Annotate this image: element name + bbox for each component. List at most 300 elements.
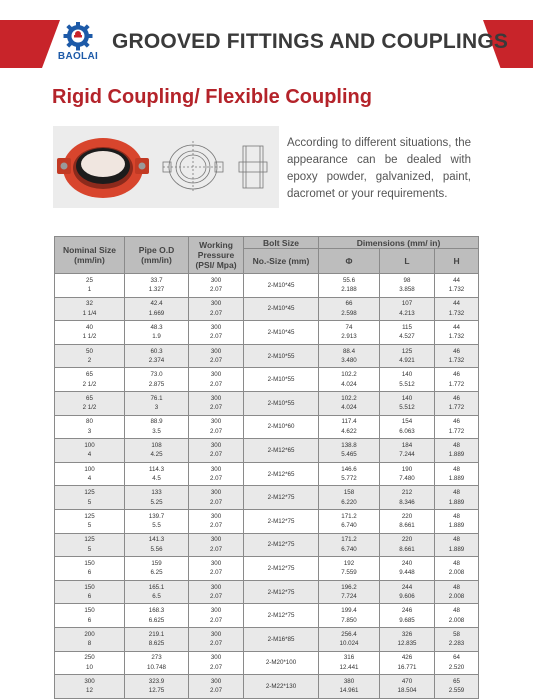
cell-h-value: 1.732 [448, 286, 465, 294]
header-nominal-size: Nominal Size (mm/in) [55, 237, 125, 274]
cell-l-value: 8.661 [399, 545, 415, 553]
cell-pipe-od [125, 580, 189, 604]
cell-phi-value: 6.740 [341, 545, 357, 553]
cell-pipe-od [125, 297, 189, 321]
cell-l-value: 5.512 [399, 380, 415, 388]
cell-l [380, 391, 435, 415]
cell-working-pressure-value: 300 [210, 559, 222, 567]
cell-pipe-od-value: 6.625 [148, 616, 165, 624]
cell-bolt-size: 2-M12*75 [244, 533, 319, 557]
cell-nominal-size [55, 321, 125, 345]
cell-h [435, 627, 479, 651]
spec-table [54, 236, 479, 699]
cell-phi-value: 4.622 [341, 427, 357, 435]
cell-l-value: 5.512 [399, 404, 415, 412]
cell-working-pressure-value: 2.07 [209, 380, 223, 388]
cell-nominal-size-value: 1 1/2 [82, 333, 97, 341]
cell-phi-value: 256.4 [341, 630, 357, 638]
cell-nominal-size-value: 50 [86, 347, 93, 355]
cell-h-value: 2.559 [448, 687, 465, 695]
cell-bolt-size: 2-M10*45 [244, 297, 319, 321]
cell-l-value: 4.213 [399, 309, 415, 317]
cell-h-value: 44 [453, 276, 460, 284]
cell-working-pressure [189, 604, 244, 628]
cell-h-value: 46 [453, 394, 460, 402]
cell-phi [319, 297, 380, 321]
cell-phi-value: 2.913 [341, 333, 357, 341]
cell-l-value: 7.480 [399, 475, 415, 483]
cell-working-pressure [189, 627, 244, 651]
cell-bolt-size: 2-M10*55 [244, 344, 319, 368]
cell-l [380, 675, 435, 699]
cell-h [435, 557, 479, 581]
cell-phi-value: 380 [343, 677, 355, 685]
cell-l [380, 462, 435, 486]
cell-phi-value: 196.2 [341, 583, 357, 591]
cell-working-pressure-value: 300 [210, 607, 222, 615]
cell-phi [319, 509, 380, 533]
cell-h-value: 1.772 [448, 404, 465, 412]
cell-working-pressure [189, 651, 244, 675]
header-bolt-size: Bolt Size [244, 237, 319, 249]
cell-working-pressure [189, 344, 244, 368]
cell-l-value: 16.771 [397, 663, 417, 671]
table-row [55, 274, 479, 298]
cell-l-value: 240 [401, 559, 413, 567]
cell-h-value: 2.520 [448, 663, 465, 671]
cell-nominal-size-value: 32 [86, 300, 93, 308]
cell-nominal-size [55, 391, 125, 415]
cell-h-value: 48 [453, 441, 460, 449]
cell-working-pressure-value: 2.07 [209, 309, 223, 317]
cell-bolt-size: 2-M16*85 [244, 627, 319, 651]
cell-bolt-size: 2-M12*65 [244, 462, 319, 486]
cell-h [435, 604, 479, 628]
cell-l [380, 321, 435, 345]
cell-l-value: 9.685 [399, 616, 415, 624]
cell-pipe-od-value: 1.9 [152, 333, 161, 341]
cell-nominal-size-value: 150 [84, 559, 95, 567]
cell-pipe-od-value: 168.3 [148, 607, 165, 615]
cell-phi-value: 2.188 [341, 286, 357, 294]
cell-working-pressure [189, 486, 244, 510]
cell-h [435, 391, 479, 415]
cell-h-value: 65 [453, 677, 460, 685]
cell-l-value: 107 [401, 300, 413, 308]
cell-nominal-size-value: 6 [87, 616, 92, 624]
cell-nominal-size-value: 5 [87, 522, 92, 530]
cell-phi [319, 486, 380, 510]
cell-working-pressure-value: 2.07 [209, 357, 223, 365]
cell-phi-value: 74 [345, 323, 353, 331]
cell-phi-value: 316 [343, 654, 355, 662]
cell-phi [319, 533, 380, 557]
cell-phi-value: 7.559 [341, 569, 357, 577]
cell-h [435, 439, 479, 463]
cell-pipe-od-value: 2.374 [148, 357, 165, 365]
cell-nominal-size-value: 65 [86, 394, 93, 402]
cell-nominal-size-value: 200 [84, 630, 95, 638]
cell-phi [319, 580, 380, 604]
coupling-drawing-icon [163, 141, 223, 193]
header-h: H [435, 249, 479, 274]
cell-nominal-size-value: 12 [86, 687, 93, 695]
table-row [55, 651, 479, 675]
cell-bolt-size: 2-M12*75 [244, 509, 319, 533]
cell-l-value: 190 [401, 465, 413, 473]
cell-bolt-size: 2-M10*60 [244, 415, 319, 439]
spec-table-body [55, 274, 479, 699]
cell-working-pressure-value: 300 [210, 536, 222, 544]
cell-h-value: 46 [453, 418, 460, 426]
cell-phi-value: 102.2 [341, 371, 357, 379]
cell-l [380, 368, 435, 392]
cell-working-pressure-value: 300 [210, 394, 222, 402]
cell-working-pressure [189, 391, 244, 415]
cell-phi-value: 138.8 [341, 441, 357, 449]
cell-pipe-od-value: 8.625 [148, 640, 165, 648]
cell-pipe-od [125, 274, 189, 298]
cell-l [380, 274, 435, 298]
cell-phi-value: 12.441 [339, 663, 359, 671]
table-row [55, 462, 479, 486]
cell-bolt-size: 2-M20*100 [244, 651, 319, 675]
cell-working-pressure-value: 300 [210, 583, 222, 591]
cell-working-pressure-value: 300 [210, 489, 222, 497]
cell-nominal-size-value: 40 [86, 323, 93, 331]
cell-working-pressure [189, 533, 244, 557]
cell-working-pressure-value: 300 [210, 630, 222, 638]
cell-h-value: 48 [453, 489, 460, 497]
cell-l-value: 212 [401, 489, 413, 497]
cell-nominal-size [55, 533, 125, 557]
cell-h [435, 368, 479, 392]
cell-l [380, 627, 435, 651]
cell-working-pressure-value: 2.07 [209, 333, 223, 341]
table-row [55, 533, 479, 557]
cell-nominal-size [55, 651, 125, 675]
cell-working-pressure-value: 300 [210, 512, 222, 520]
cell-working-pressure [189, 297, 244, 321]
cell-phi-value: 171.2 [341, 536, 357, 544]
cell-h-value: 1.889 [448, 451, 465, 459]
cell-bolt-size: 2-M12*65 [244, 439, 319, 463]
cell-nominal-size-value: 2 1/2 [82, 404, 97, 412]
cell-phi-value: 102.2 [341, 394, 357, 402]
cell-pipe-od [125, 509, 189, 533]
cell-nominal-size [55, 604, 125, 628]
cell-h-value: 44 [453, 323, 460, 331]
cell-h [435, 486, 479, 510]
cell-pipe-od-value: 159 [151, 559, 162, 567]
cell-h-value: 1.772 [448, 427, 465, 435]
cell-bolt-size: 2-M12*75 [244, 486, 319, 510]
cell-phi-value: 10.024 [339, 640, 359, 648]
cell-phi-value: 55.6 [342, 276, 356, 284]
cell-phi [319, 344, 380, 368]
cell-nominal-size [55, 627, 125, 651]
cell-nominal-size-value: 2 1/2 [82, 380, 97, 388]
cell-bolt-size: 2-M12*75 [244, 580, 319, 604]
cell-nominal-size [55, 509, 125, 533]
header-l: L [380, 249, 435, 274]
cell-nominal-size [55, 557, 125, 581]
cell-nominal-size [55, 675, 125, 699]
table-row [55, 580, 479, 604]
cell-pipe-od [125, 321, 189, 345]
cell-l-value: 8.661 [399, 522, 415, 530]
cell-l-value: 115 [402, 323, 412, 331]
cell-l-value: 246 [401, 607, 413, 615]
cell-phi-value: 14.961 [339, 687, 359, 695]
cell-h-value: 1.732 [448, 333, 465, 341]
cell-pipe-od [125, 627, 189, 651]
product-image [53, 126, 279, 208]
cell-pipe-od-value: 323.9 [148, 677, 165, 685]
cell-pipe-od-value: 219.1 [148, 630, 165, 638]
cell-pipe-od-value: 6.5 [152, 593, 161, 601]
cell-h [435, 462, 479, 486]
cell-pipe-od [125, 604, 189, 628]
cell-working-pressure-value: 2.07 [209, 286, 223, 294]
cell-phi-value: 3.480 [341, 357, 357, 365]
cell-pipe-od [125, 344, 189, 368]
cell-phi [319, 675, 380, 699]
cell-phi-value: 6.220 [341, 498, 357, 506]
cell-h [435, 321, 479, 345]
header-working-pressure: Working Pressure (PSI/ Mpa) [189, 237, 244, 274]
cell-pipe-od-value: 139.7 [148, 512, 165, 520]
cell-pipe-od-value: 6.25 [150, 569, 163, 577]
cell-working-pressure-value: 300 [210, 441, 222, 449]
cell-phi [319, 274, 380, 298]
cell-nominal-size-value: 25 [86, 276, 93, 284]
cell-pipe-od [125, 651, 189, 675]
cell-working-pressure [189, 509, 244, 533]
cell-l-value: 4.921 [399, 357, 415, 365]
cell-bolt-size: 2-M12*75 [244, 557, 319, 581]
cell-l-value: 8.346 [399, 498, 415, 506]
cell-l-value: 9.606 [399, 593, 415, 601]
cell-pipe-od [125, 533, 189, 557]
cell-h-value: 1.732 [448, 357, 465, 365]
cell-pipe-od [125, 675, 189, 699]
cell-h-value: 2.008 [448, 569, 465, 577]
cell-l-value: 154 [401, 418, 413, 426]
cell-l [380, 297, 435, 321]
cell-phi-value: 2.598 [341, 309, 357, 317]
cell-phi [319, 368, 380, 392]
cell-pipe-od [125, 439, 189, 463]
cell-h-value: 48 [453, 607, 460, 615]
cell-h-value: 58 [453, 630, 460, 638]
cell-pipe-od-value: 3.5 [152, 427, 161, 435]
cell-phi [319, 462, 380, 486]
cell-working-pressure [189, 462, 244, 486]
table-row [55, 675, 479, 699]
coupling-side-drawing-icon [239, 146, 267, 188]
cell-nominal-size-value: 5 [87, 498, 92, 506]
cell-h-value: 64 [453, 654, 460, 662]
cell-l-value: 244 [401, 583, 413, 591]
cell-l-value: 184 [401, 441, 413, 449]
cell-pipe-od-value: 108 [151, 441, 162, 449]
cell-nominal-size-value: 125 [84, 489, 95, 497]
cell-l-value: 140 [401, 394, 413, 402]
cell-pipe-od-value: 1.327 [148, 286, 165, 294]
cell-h [435, 580, 479, 604]
cell-phi-value: 199.4 [341, 607, 357, 615]
cell-pipe-od-value: 60.3 [150, 347, 163, 355]
cell-working-pressure [189, 580, 244, 604]
cell-nominal-size-value: 10 [86, 663, 93, 671]
cell-h-value: 1.889 [448, 522, 465, 530]
cell-l-value: 12.835 [397, 640, 417, 648]
cell-h-value: 1.889 [448, 498, 465, 506]
cell-l-value: 9.448 [399, 569, 415, 577]
cell-working-pressure-value: 2.07 [209, 404, 223, 412]
table-row [55, 486, 479, 510]
cell-h-value: 48 [453, 512, 460, 520]
cell-nominal-size-value: 100 [84, 441, 95, 449]
cell-working-pressure-value: 2.07 [209, 593, 223, 601]
cell-pipe-od-value: 88.9 [150, 418, 163, 426]
cell-nominal-size-value: 4 [87, 451, 92, 459]
cell-nominal-size [55, 368, 125, 392]
cell-phi-value: 5.465 [341, 451, 357, 459]
cell-h [435, 651, 479, 675]
cell-l [380, 439, 435, 463]
cell-working-pressure-value: 2.07 [209, 616, 223, 624]
cell-nominal-size [55, 274, 125, 298]
cell-nominal-size-value: 80 [86, 418, 93, 426]
cell-h-value: 48 [453, 465, 460, 473]
cell-nominal-size [55, 486, 125, 510]
cell-working-pressure-value: 300 [210, 465, 222, 473]
cell-l-value: 220 [401, 536, 413, 544]
cell-h-value: 1.732 [448, 309, 465, 317]
cell-pipe-od [125, 486, 189, 510]
cell-nominal-size [55, 580, 125, 604]
cell-working-pressure-value: 2.07 [209, 569, 223, 577]
cell-working-pressure [189, 368, 244, 392]
cell-pipe-od-value: 12.75 [148, 687, 165, 695]
cell-pipe-od-value: 3 [154, 404, 159, 412]
cell-pipe-od-value: 141.3 [148, 536, 165, 544]
cell-nominal-size-value: 250 [84, 654, 95, 662]
cell-nominal-size-value: 300 [84, 677, 95, 685]
cell-pipe-od [125, 391, 189, 415]
cell-working-pressure [189, 415, 244, 439]
section-description: According to different situations, the appearance can be dealed with epoxy powder, galvanized, paint, dacromet or your requirements. [287, 137, 471, 200]
cell-pipe-od-value: 4.5 [152, 475, 161, 483]
table-row [55, 627, 479, 651]
cell-nominal-size-value: 6 [87, 593, 92, 601]
cell-nominal-size-value: 2 [87, 357, 92, 365]
cell-h [435, 344, 479, 368]
table-row [55, 509, 479, 533]
cell-l [380, 533, 435, 557]
cell-working-pressure-value: 300 [210, 347, 222, 355]
cell-l [380, 557, 435, 581]
cell-l-value: 98 [403, 276, 411, 284]
cell-working-pressure-value: 300 [210, 276, 222, 284]
cell-nominal-size-value: 4 [87, 475, 92, 483]
cell-bolt-size: 2-M10*45 [244, 321, 319, 345]
cell-phi-value: 158 [343, 489, 355, 497]
cell-h [435, 297, 479, 321]
cell-phi-value: 6.740 [341, 522, 357, 530]
cell-phi-value: 171.2 [341, 512, 357, 520]
cell-h-value: 2.008 [448, 593, 465, 601]
cell-nominal-size-value: 125 [84, 512, 95, 520]
cell-h-value: 1.889 [448, 545, 465, 553]
cell-h-value: 48 [453, 559, 460, 567]
table-row [55, 297, 479, 321]
cell-working-pressure-value: 2.07 [209, 522, 223, 530]
table-row [55, 344, 479, 368]
cell-working-pressure-value: 2.07 [209, 663, 223, 671]
cell-phi-value: 117.4 [341, 418, 357, 426]
cell-phi [319, 651, 380, 675]
cell-phi [319, 415, 380, 439]
cell-working-pressure-value: 300 [210, 371, 222, 379]
cell-l-value: 326 [401, 630, 413, 638]
cell-nominal-size-value: 125 [84, 536, 95, 544]
cell-bolt-size: 2-M10*55 [244, 391, 319, 415]
cell-nominal-size-value: 150 [84, 607, 95, 615]
cell-bolt-size: 2-M10*55 [244, 368, 319, 392]
table-row [55, 391, 479, 415]
cell-bolt-size: 2-M22*130 [244, 675, 319, 699]
cell-nominal-size [55, 439, 125, 463]
cell-l-value: 470 [401, 677, 413, 685]
cell-h [435, 274, 479, 298]
cell-pipe-od-value: 4.25 [150, 451, 163, 459]
table-row [55, 415, 479, 439]
cell-working-pressure-value: 2.07 [209, 640, 223, 648]
cell-l [380, 486, 435, 510]
cell-pipe-od-value: 42.4 [150, 300, 163, 308]
cell-nominal-size-value: 150 [84, 583, 95, 591]
cell-phi [319, 604, 380, 628]
cell-h-value: 1.889 [448, 475, 465, 483]
cell-l-value: 220 [401, 512, 413, 520]
cell-pipe-od [125, 462, 189, 486]
cell-pipe-od-value: 114.3 [148, 465, 165, 473]
cell-phi-value: 7.850 [341, 616, 357, 624]
cell-pipe-od-value: 33.7 [150, 276, 163, 284]
cell-phi [319, 627, 380, 651]
cell-phi-value: 5.772 [341, 475, 357, 483]
cell-working-pressure-value: 2.07 [209, 545, 223, 553]
cell-h-value: 46 [453, 371, 460, 379]
logo-text: BAOLAI [57, 51, 99, 62]
cell-phi [319, 321, 380, 345]
cell-phi-value: 88.4 [342, 347, 356, 355]
cell-pipe-od-value: 5.25 [150, 498, 163, 506]
cell-phi-value: 4.024 [341, 404, 357, 412]
cell-l-value: 140 [401, 371, 413, 379]
cell-nominal-size [55, 462, 125, 486]
cell-l [380, 651, 435, 675]
header-pipe-od: Pipe O.D (mm/in) [125, 237, 189, 274]
cell-phi-value: 7.724 [341, 593, 357, 601]
cell-working-pressure-value: 300 [210, 323, 222, 331]
cell-nominal-size-value: 1 [87, 286, 92, 294]
cell-pipe-od [125, 415, 189, 439]
table-row [55, 439, 479, 463]
